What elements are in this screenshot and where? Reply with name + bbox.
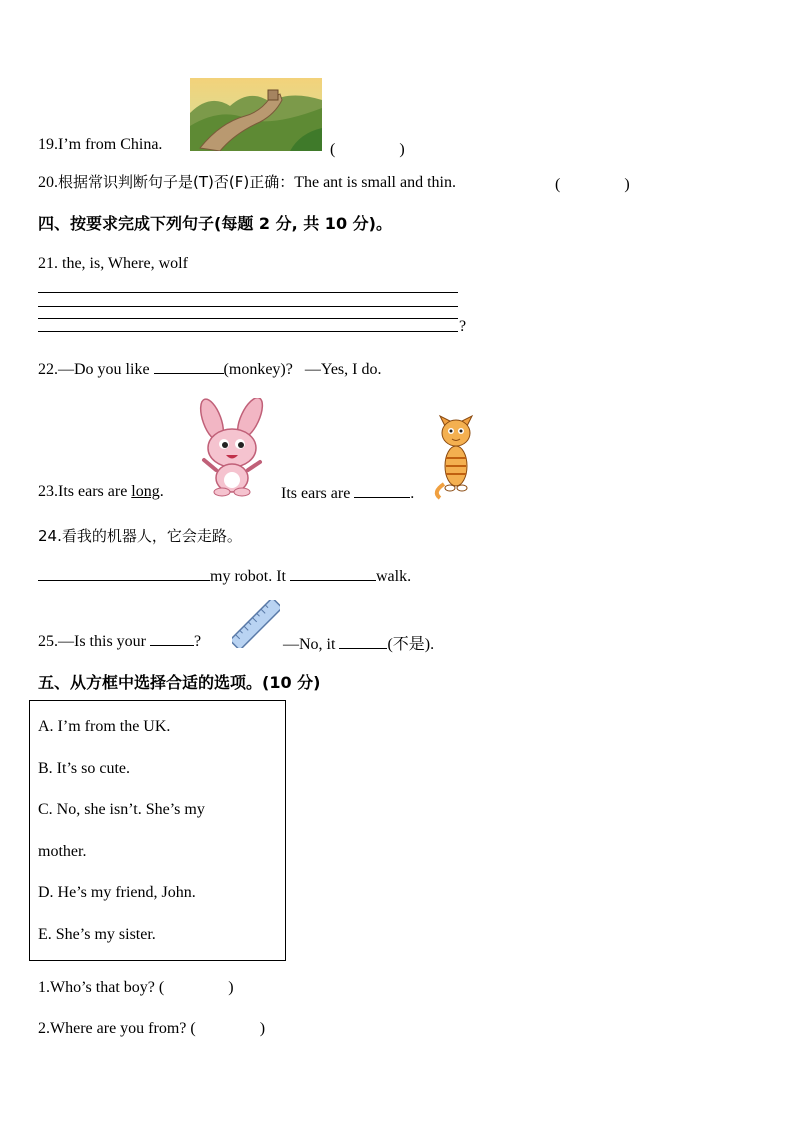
question-19-answer-paren: ( ): [330, 141, 405, 158]
question-20-instruction: 根据常识判断句子是(T)否(F)正确：: [58, 173, 295, 191]
question-25-answer-prefix: —No, it: [283, 636, 340, 653]
section-5-question-1: [38, 974, 234, 997]
question-22-prompt: 22.—Do you like: [38, 361, 154, 378]
question-25-qmark: ?: [194, 633, 202, 650]
question-19-text: 19.I’m from China.: [38, 136, 163, 153]
ruler-image: [232, 600, 280, 648]
question-22-answer: —Yes, I do.: [304, 361, 382, 378]
question-19: [38, 136, 162, 154]
fill-blank[interactable]: [38, 566, 210, 581]
option-c: C. No, she isn’t. She’s my: [38, 801, 205, 818]
question-22-word: (monkey)?: [223, 361, 297, 378]
fill-blank[interactable]: [154, 359, 224, 374]
section-4-title: 四、按要求完成下列句子(每题 2 分, 共 10 分)。: [38, 214, 392, 233]
question-24: [38, 566, 411, 586]
question-23-prompt: 23.Its ears are: [38, 483, 132, 500]
section-5-question-2-text: 2.Where are you from?: [38, 1020, 187, 1037]
option-b: B. It’s so cute.: [38, 760, 130, 777]
answer-line: [38, 331, 458, 332]
question-24-instruction: 24.看我的机器人，它会走路。: [38, 527, 242, 545]
question-21-text: 21. the, is, Where, wolf: [38, 255, 188, 272]
option-c-continued: mother.: [38, 843, 87, 860]
fill-blank[interactable]: [290, 566, 376, 581]
question-20-number: 20.: [38, 174, 58, 191]
question-20-sentence: The ant is small and thin.: [294, 174, 456, 191]
fill-blank[interactable]: [339, 634, 387, 649]
fill-blank[interactable]: [150, 631, 194, 646]
question-25-answer: [283, 631, 434, 654]
question-20: [38, 171, 456, 192]
question-25-tail: (不是).: [387, 636, 435, 653]
question-25-prompt: 25.—Is this your: [38, 633, 150, 650]
section-5-question-1-text: 1.Who’s that boy?: [38, 979, 155, 996]
question-24-end: walk.: [376, 568, 412, 585]
section-5-question-2: [38, 1015, 265, 1038]
answer-line: [38, 292, 458, 293]
question-24-mid: my robot. It: [210, 568, 290, 585]
great-wall-image: [190, 78, 322, 151]
fill-blank[interactable]: [354, 483, 410, 498]
option-e: E. She’s my sister.: [38, 926, 156, 943]
section-5-question-2-paren: ( ): [190, 1020, 266, 1037]
question-23-dot: .: [159, 483, 164, 500]
question-23-end: .: [410, 485, 415, 502]
question-25: [38, 631, 201, 651]
option-a: A. I’m from the UK.: [38, 718, 171, 735]
answer-line: [38, 318, 458, 319]
options-box: [29, 700, 286, 961]
answer-line: [38, 306, 458, 307]
question-20-answer-paren: ( ): [555, 176, 630, 193]
section-5-question-1-paren: ( ): [158, 979, 234, 996]
rabbit-image: [190, 398, 275, 498]
question-23: [38, 483, 164, 501]
question-23-second: [281, 483, 414, 503]
section-5-title: 五、从方框中选择合适的选项。(10 分): [38, 673, 321, 692]
question-21-end: ?: [459, 318, 467, 335]
option-d: D. He’s my friend, John.: [38, 884, 196, 901]
question-23-word: long: [131, 483, 160, 500]
cat-image: [432, 408, 480, 500]
question-23-second-prompt: Its ears are: [281, 485, 355, 502]
question-22: [38, 359, 381, 379]
